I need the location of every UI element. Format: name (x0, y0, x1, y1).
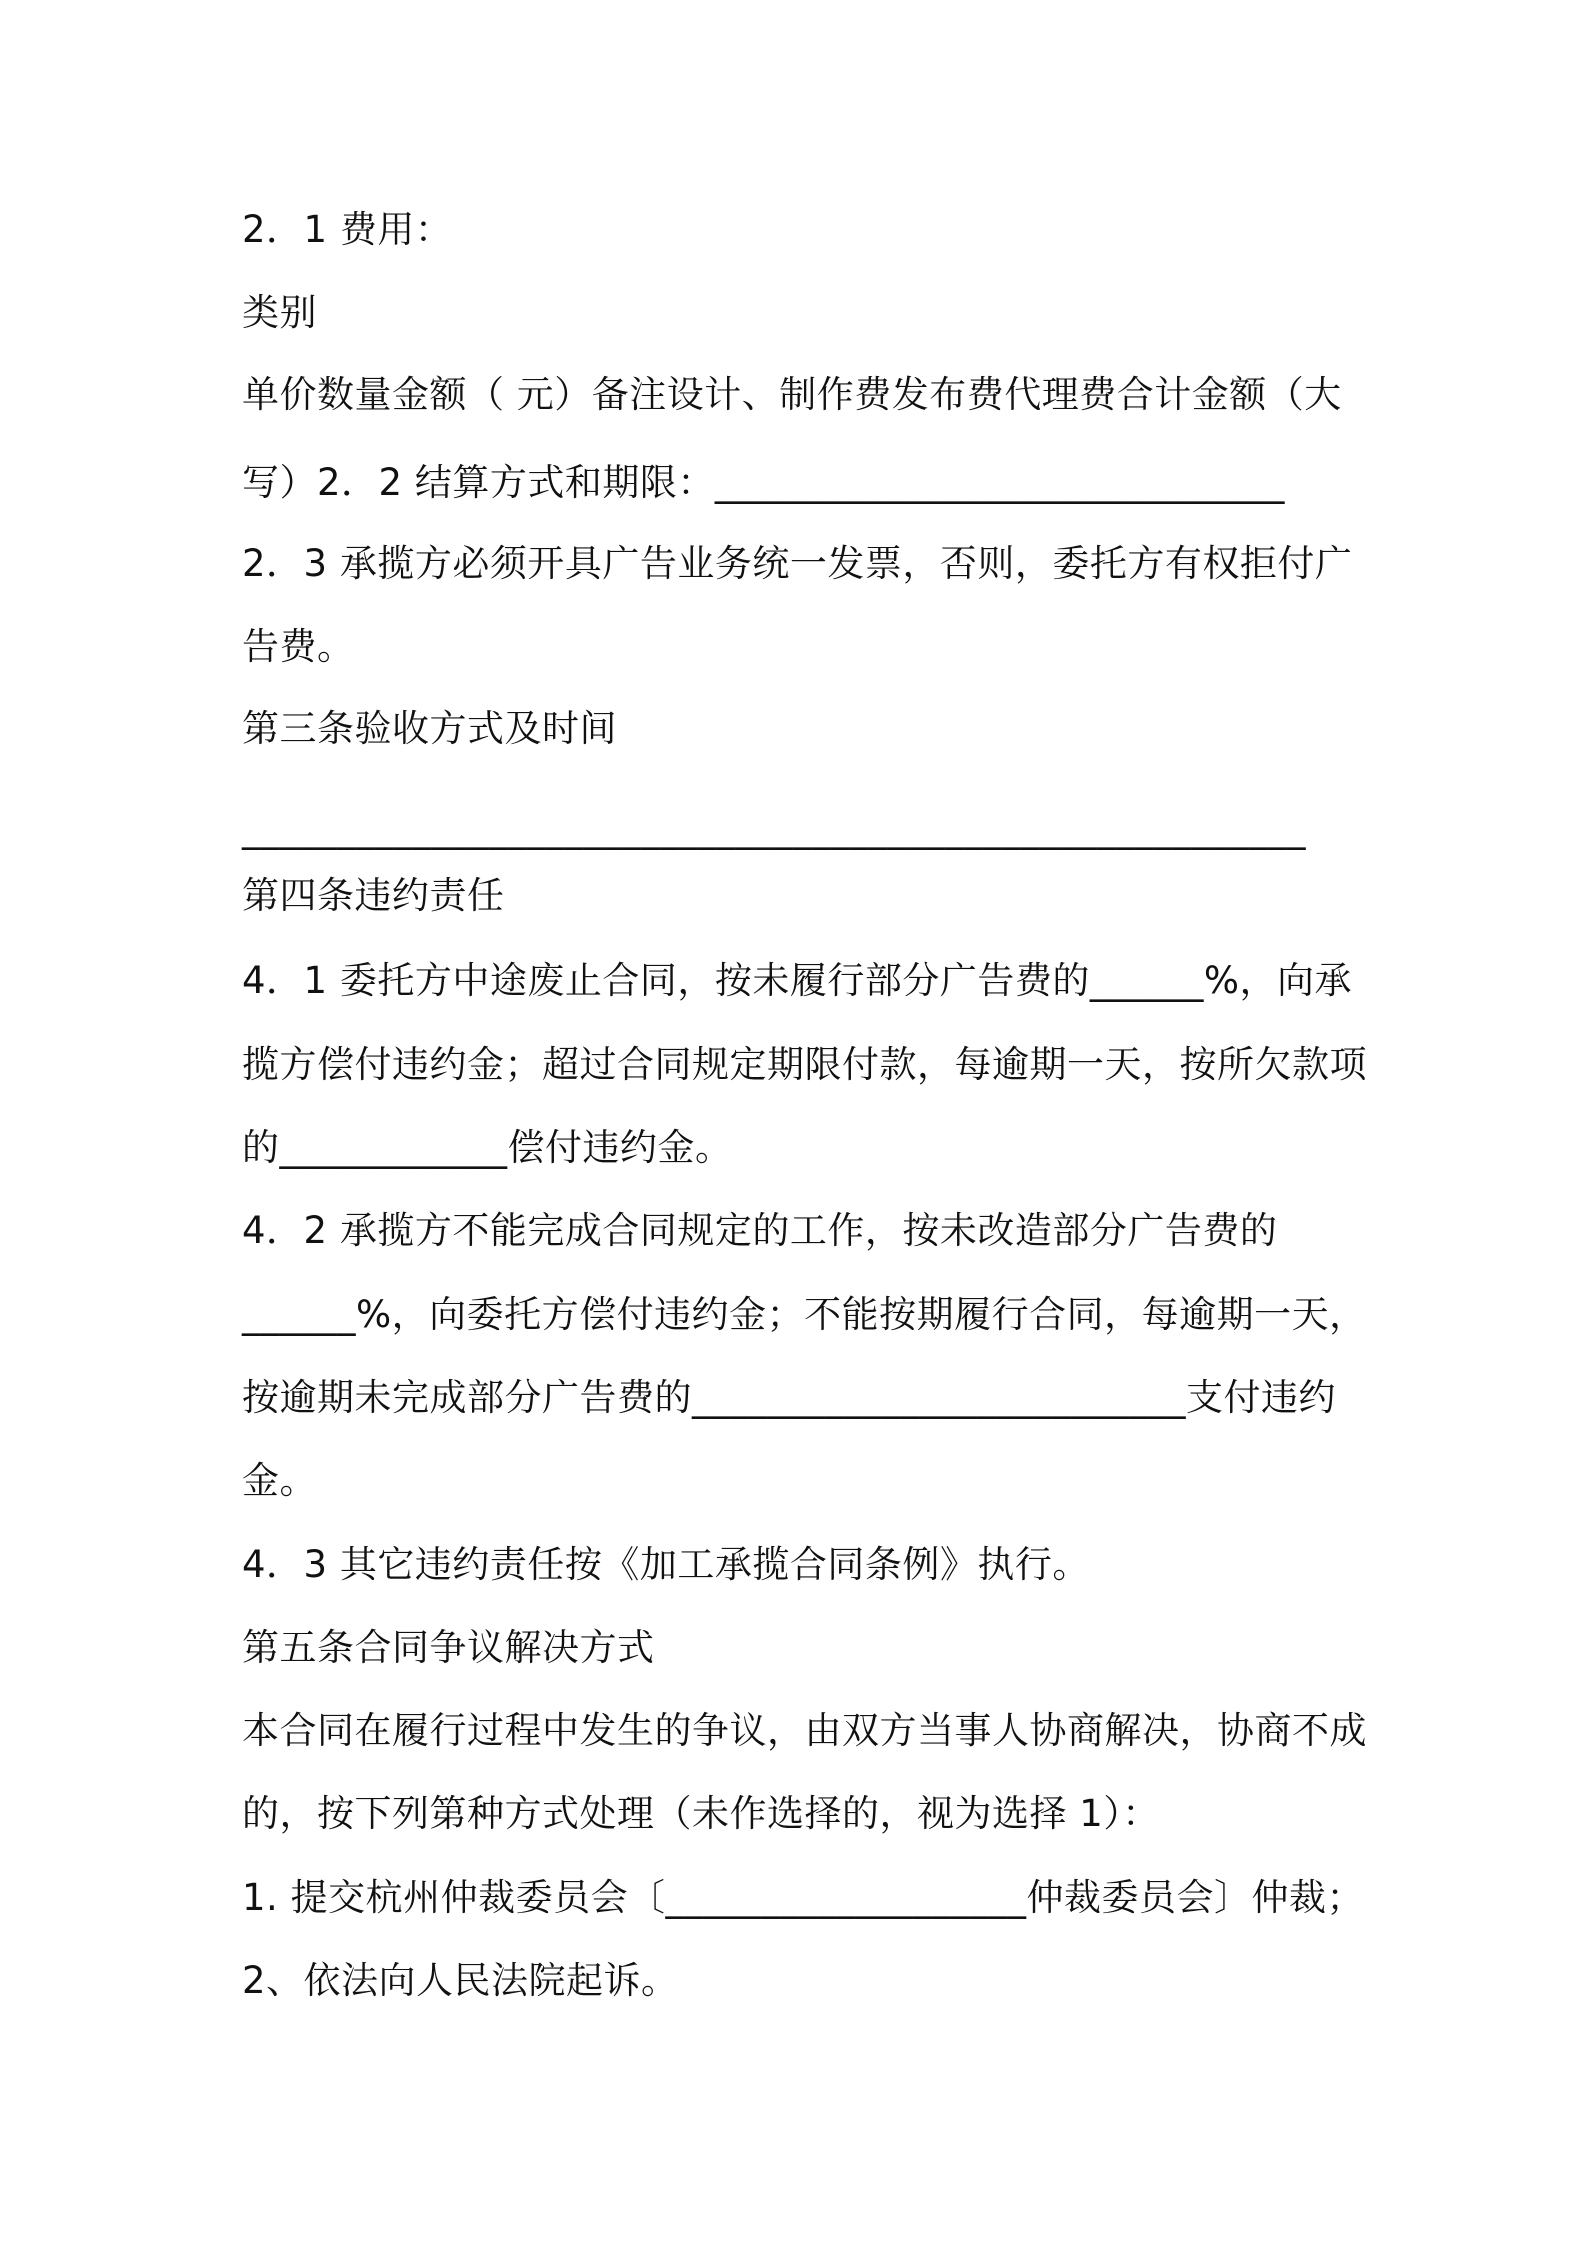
dispute-option-1: 1. 提交杭州仲裁委员会〔___________________仲裁委员会〕仲裁； (242, 1876, 1365, 1919)
dispute-clause-line-1: 本合同在履行过程中发生的争议，由双方当事人协商解决，协商不成 (242, 1709, 1367, 1752)
clause-4-1-line-3: 的____________偿付违约金。 (242, 1126, 733, 1169)
clause-4-3: 4．3 其它违约责任按《加工承揽合同条例》执行。 (242, 1543, 1090, 1586)
invoice-clause-line-2: 告费。 (242, 625, 355, 668)
article-4-heading: 第四条违约责任 (242, 874, 505, 917)
clause-4-2-line-1: 4．2 承揽方不能完成合同规定的工作，按未改造部分广告费的 (242, 1209, 1278, 1252)
clause-4-2-line-4: 金。 (242, 1459, 317, 1502)
fee-table-header-line-1: 单价数量金额（ 元）备注设计、制作费发布费代理费合计金额（大 (242, 373, 1342, 416)
invoice-clause-line-1: 2．3 承揽方必须开具广告业务统一发票，否则，委托方有权拒付广 (242, 542, 1353, 585)
clause-4-1-line-1: 4．1 委托方中途废止合同，按未履行部分广告费的______%，向承 (242, 959, 1352, 1002)
category-label: 类别 (242, 291, 317, 334)
dispute-option-2: 2、依法向人民法院起诉。 (242, 1959, 679, 2002)
fee-table-header-line-2: 写）2．2 结算方式和期限：______________________________ (242, 461, 1285, 504)
clause-4-2-line-2: ______%，向委托方偿付违约金；不能按期履行合同，每逾期一天， (242, 1293, 1367, 1336)
article-3-heading: 第三条验收方式及时间 (242, 707, 617, 750)
dispute-clause-line-2: 的，按下列第种方式处理（未作选择的，视为选择 1）： (242, 1792, 1160, 1835)
fee-clause-2-1: 2．1 费用： (242, 208, 453, 251)
article-3-blank-line: ________________________________________________________ (242, 807, 1306, 850)
clause-4-2-line-3: 按逾期未完成部分广告费的__________________________支付违约 (242, 1376, 1336, 1419)
clause-4-1-line-2: 揽方偿付违约金；超过合同规定期限付款，每逾期一天，按所欠款项 (242, 1043, 1367, 1086)
article-5-heading: 第五条合同争议解决方式 (242, 1626, 655, 1669)
